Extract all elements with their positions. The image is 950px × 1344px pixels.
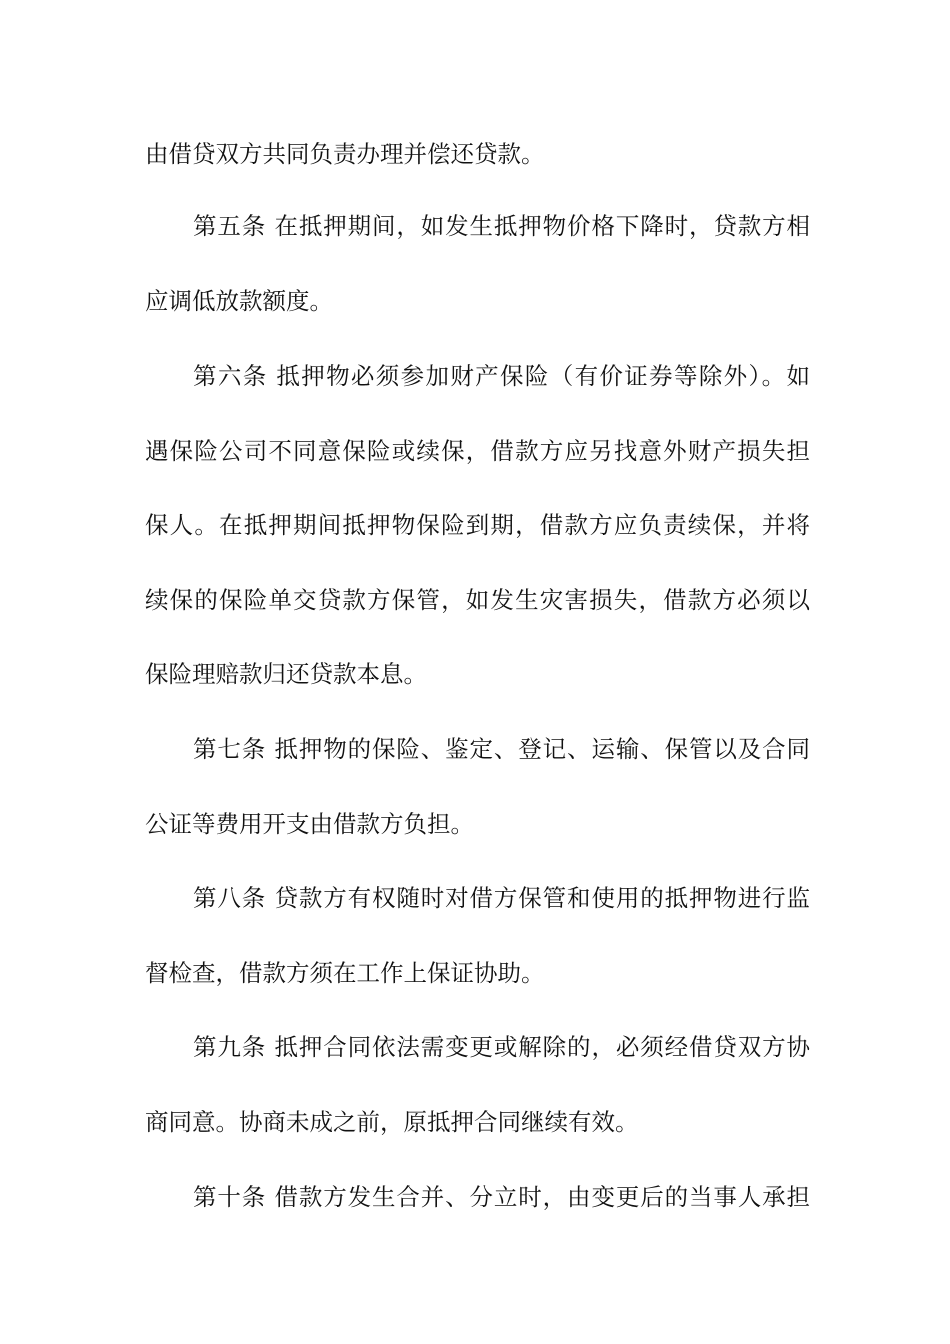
clause-8-line: 第八条 贷款方有权随时对借方保管和使用的抵押物进行监 xyxy=(193,884,810,912)
text-line: 保险理赔款归还贷款本息。 xyxy=(145,660,427,688)
text-line: 商同意。协商未成之前，原抵押合同继续有效。 xyxy=(145,1108,639,1136)
text-line: 遇保险公司不同意保险或续保，借款方应另找意外财产损失担 xyxy=(145,437,810,465)
text-line: 由借贷双方共同负责办理并偿还贷款。 xyxy=(145,140,545,168)
clause-7-line: 第七条 抵押物的保险、鉴定、登记、运输、保管以及合同 xyxy=(193,735,810,763)
clause-10-line: 第十条 借款方发生合并、分立时，由变更后的当事人承担 xyxy=(193,1183,810,1211)
clause-5-line: 第五条 在抵押期间，如发生抵押物价格下降时，贷款方相 xyxy=(193,212,810,240)
text-line: 续保的保险单交贷款方保管，如发生灾害损失，借款方必须以 xyxy=(145,586,810,614)
clause-6-line: 第六条 抵押物必须参加财产保险（有价证券等除外）。如 xyxy=(193,362,810,390)
text-line: 督检查，借款方须在工作上保证协助。 xyxy=(145,959,545,987)
text-line: 应调低放款额度。 xyxy=(145,287,333,315)
text-line: 公证等费用开支由借款方负担。 xyxy=(145,810,474,838)
clause-9-line: 第九条 抵押合同依法需变更或解除的，必须经借贷双方协 xyxy=(193,1033,810,1061)
text-line: 保人。在抵押期间抵押物保险到期，借款方应负责续保，并将 xyxy=(145,511,810,539)
